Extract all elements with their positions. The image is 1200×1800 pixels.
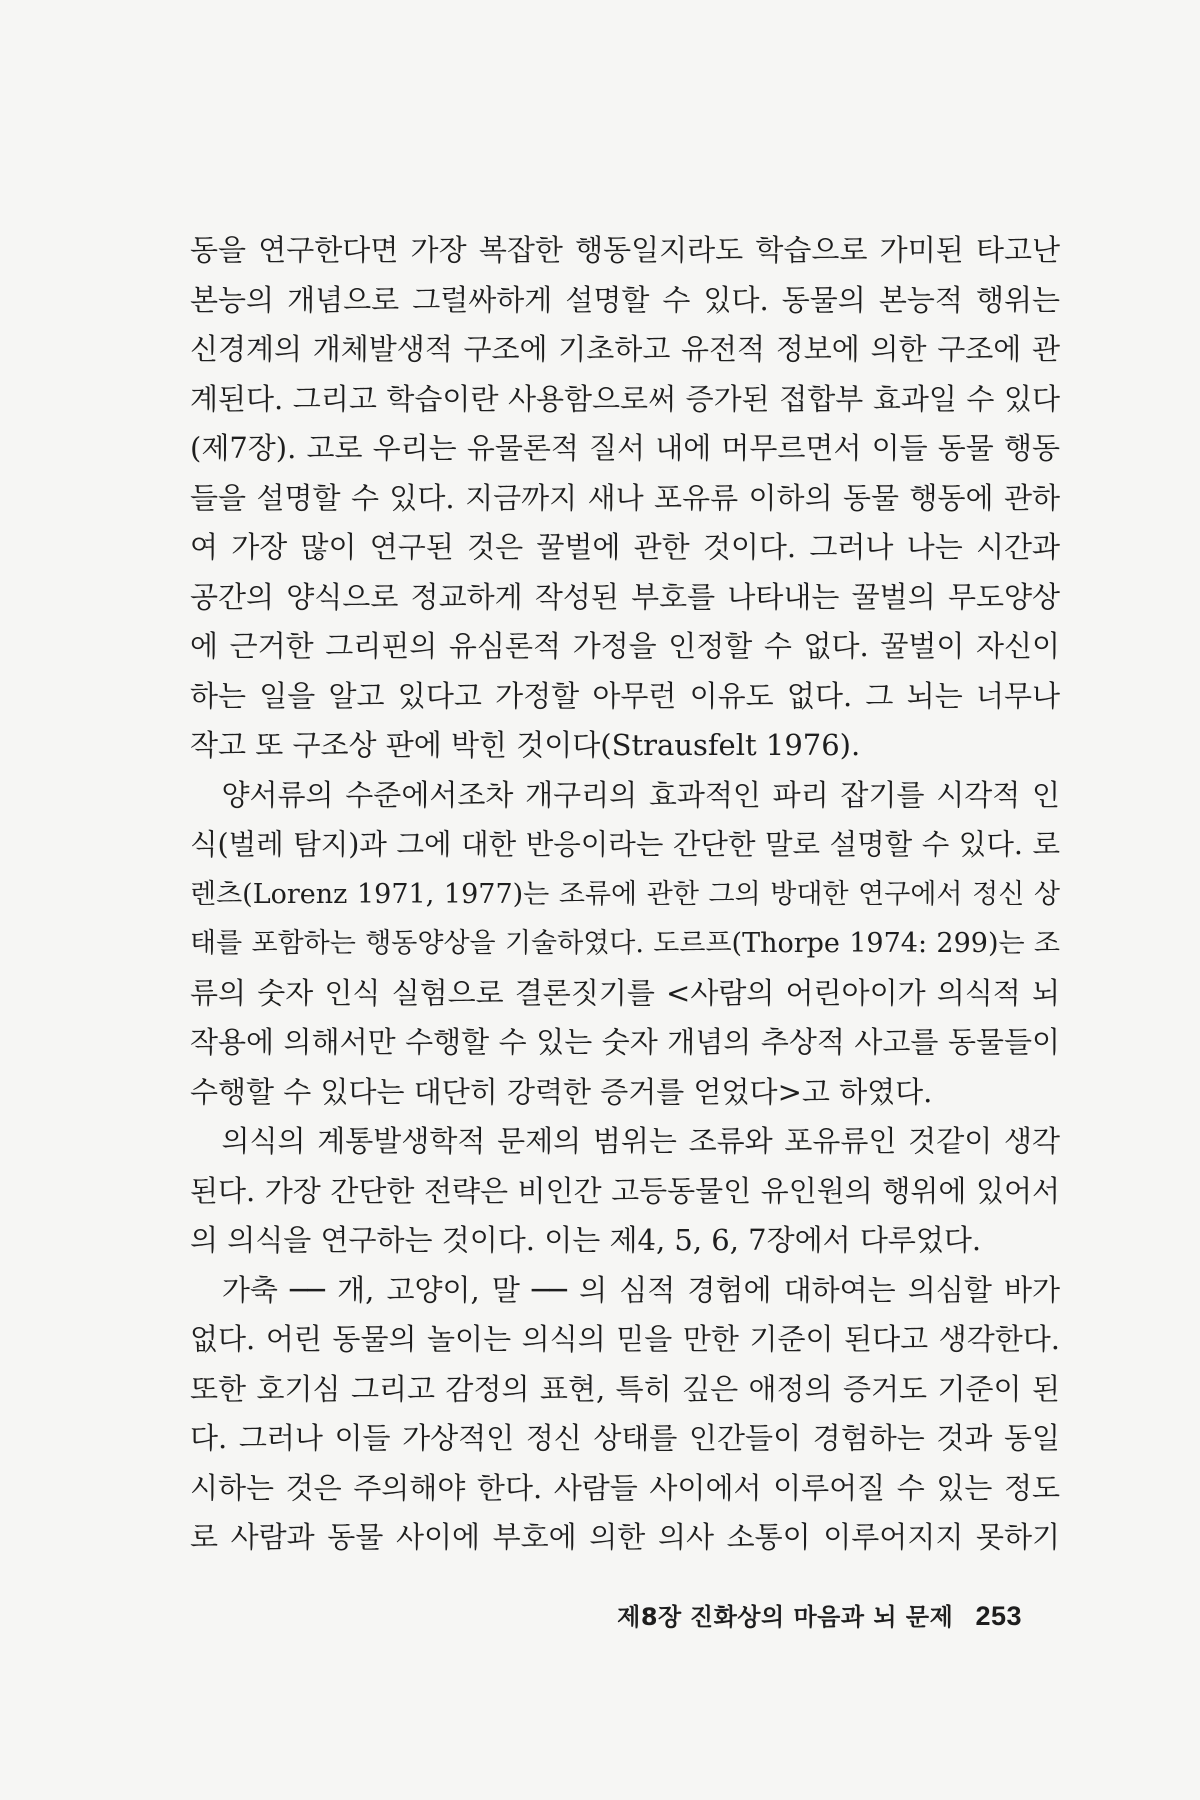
paragraph-1	[190, 226, 1060, 771]
text-line: 로 사람과 동물 사이에 부호에 의한 의사 소통이 이루어지지 못하기	[190, 1520, 1060, 1554]
text-line: 하는 일을 알고 있다고 가정할 아무런 이유도 없다. 그 뇌는 너무나	[190, 678, 1060, 713]
text-line: 또한 호기심 그리고 감정의 표현, 특히 깊은 애정의 증거도 기준이 된	[190, 1371, 1060, 1406]
text-line: 들을 설명할 수 있다. 지금까지 새나 포유류 이하의 동물 행동에 관하	[190, 480, 1060, 515]
text-line: 식(벌레 탐지)과 그에 대한 반응이라는 간단한 말로 설명할 수 있다. 로	[190, 828, 1060, 861]
text-line: 없다. 어린 동물의 놀이는 의식의 믿을 만한 기준이 된다고 생각한다.	[190, 1322, 1060, 1356]
running-footer	[617, 1597, 1022, 1632]
text-line: 동을 연구한다면 가장 복잡한 행동일지라도 학습으로 가미된 타고난	[190, 233, 1060, 267]
text-line: 시하는 것은 주의해야 한다. 사람들 사이에서 이루어질 수 있는 정도	[190, 1470, 1060, 1505]
text-line: 작고 또 구조상 판에 박힌 것이다(Strausfelt 1976).	[190, 728, 861, 762]
text-line: 의 의식을 연구하는 것이다. 이는 제4, 5, 6, 7장에서 다루었다.	[190, 1223, 982, 1257]
text-line: 계된다. 그리고 학습이란 사용함으로써 증가된 접합부 효과일 수 있다	[190, 381, 1060, 416]
text-line: 수행할 수 있다는 대단히 강력한 증거를 얻었다>고 하였다.	[190, 1074, 933, 1109]
paragraph-2	[190, 771, 1060, 1118]
paragraph-3	[190, 1117, 1060, 1266]
text-line: 류의 숫자 인식 실험으로 결론짓기를 <사람의 어린아이가 의식적 뇌	[190, 975, 1060, 1010]
text-line: 된다. 가장 간단한 전략은 비인간 고등동물인 유인원의 행위에 있어서	[190, 1173, 1060, 1208]
text-line: 공간의 양식으로 정교하게 작성된 부호를 나타내는 꿀벌의 무도양상	[190, 579, 1060, 614]
text-line: (제7장). 고로 우리는 유물론적 질서 내에 머무르면서 이들 동물 행동	[190, 431, 1060, 465]
text-line: 에 근거한 그리핀의 유심론적 가정을 인정할 수 없다. 꿀벌이 자신이	[190, 629, 1060, 663]
body-text	[190, 226, 1060, 1563]
text-line: 가축 ── 개, 고양이, 말 ── 의 심적 경험에 대하여는 의심할 바가	[190, 1272, 1060, 1307]
text-line: 렌츠(Lorenz 1971, 1977)는 조류에 관한 그의 방대한 연구에서 정신 상	[190, 878, 1060, 910]
text-line: 양서류의 수준에서조차 개구리의 효과적인 파리 잡기를 시각적 인	[190, 777, 1060, 812]
footer-chapter: 제8장	[617, 1603, 682, 1631]
text-line: 여 가장 많이 연구된 것은 꿀벌에 관한 것이다. 그러나 나는 시간과	[190, 530, 1060, 564]
page-number: 253	[975, 1601, 1022, 1631]
text-line: 태를 포함하는 행동양상을 기술하였다. 도르프(Thorpe 1974: 299)는 조	[190, 928, 1060, 959]
text-line: 신경계의 개체발생적 구조에 기초하고 유전적 정보에 의한 구조에 관	[190, 332, 1060, 366]
text-line: 의식의 계통발생학적 문제의 범위는 조류와 포유류인 것같이 생각	[190, 1124, 1060, 1158]
footer-title: 진화상의 마음과 뇌 문제	[689, 1603, 954, 1631]
text-line: 작용에 의해서만 수행할 수 있는 숫자 개념의 추상적 사고를 동물들이	[190, 1025, 1060, 1059]
text-line: 본능의 개념으로 그럴싸하게 설명할 수 있다. 동물의 본능적 행위는	[190, 282, 1060, 317]
paragraph-4	[190, 1266, 1060, 1563]
text-line: 다. 그러나 이들 가상적인 정신 상태를 인간들이 경험하는 것과 동일	[190, 1421, 1060, 1455]
